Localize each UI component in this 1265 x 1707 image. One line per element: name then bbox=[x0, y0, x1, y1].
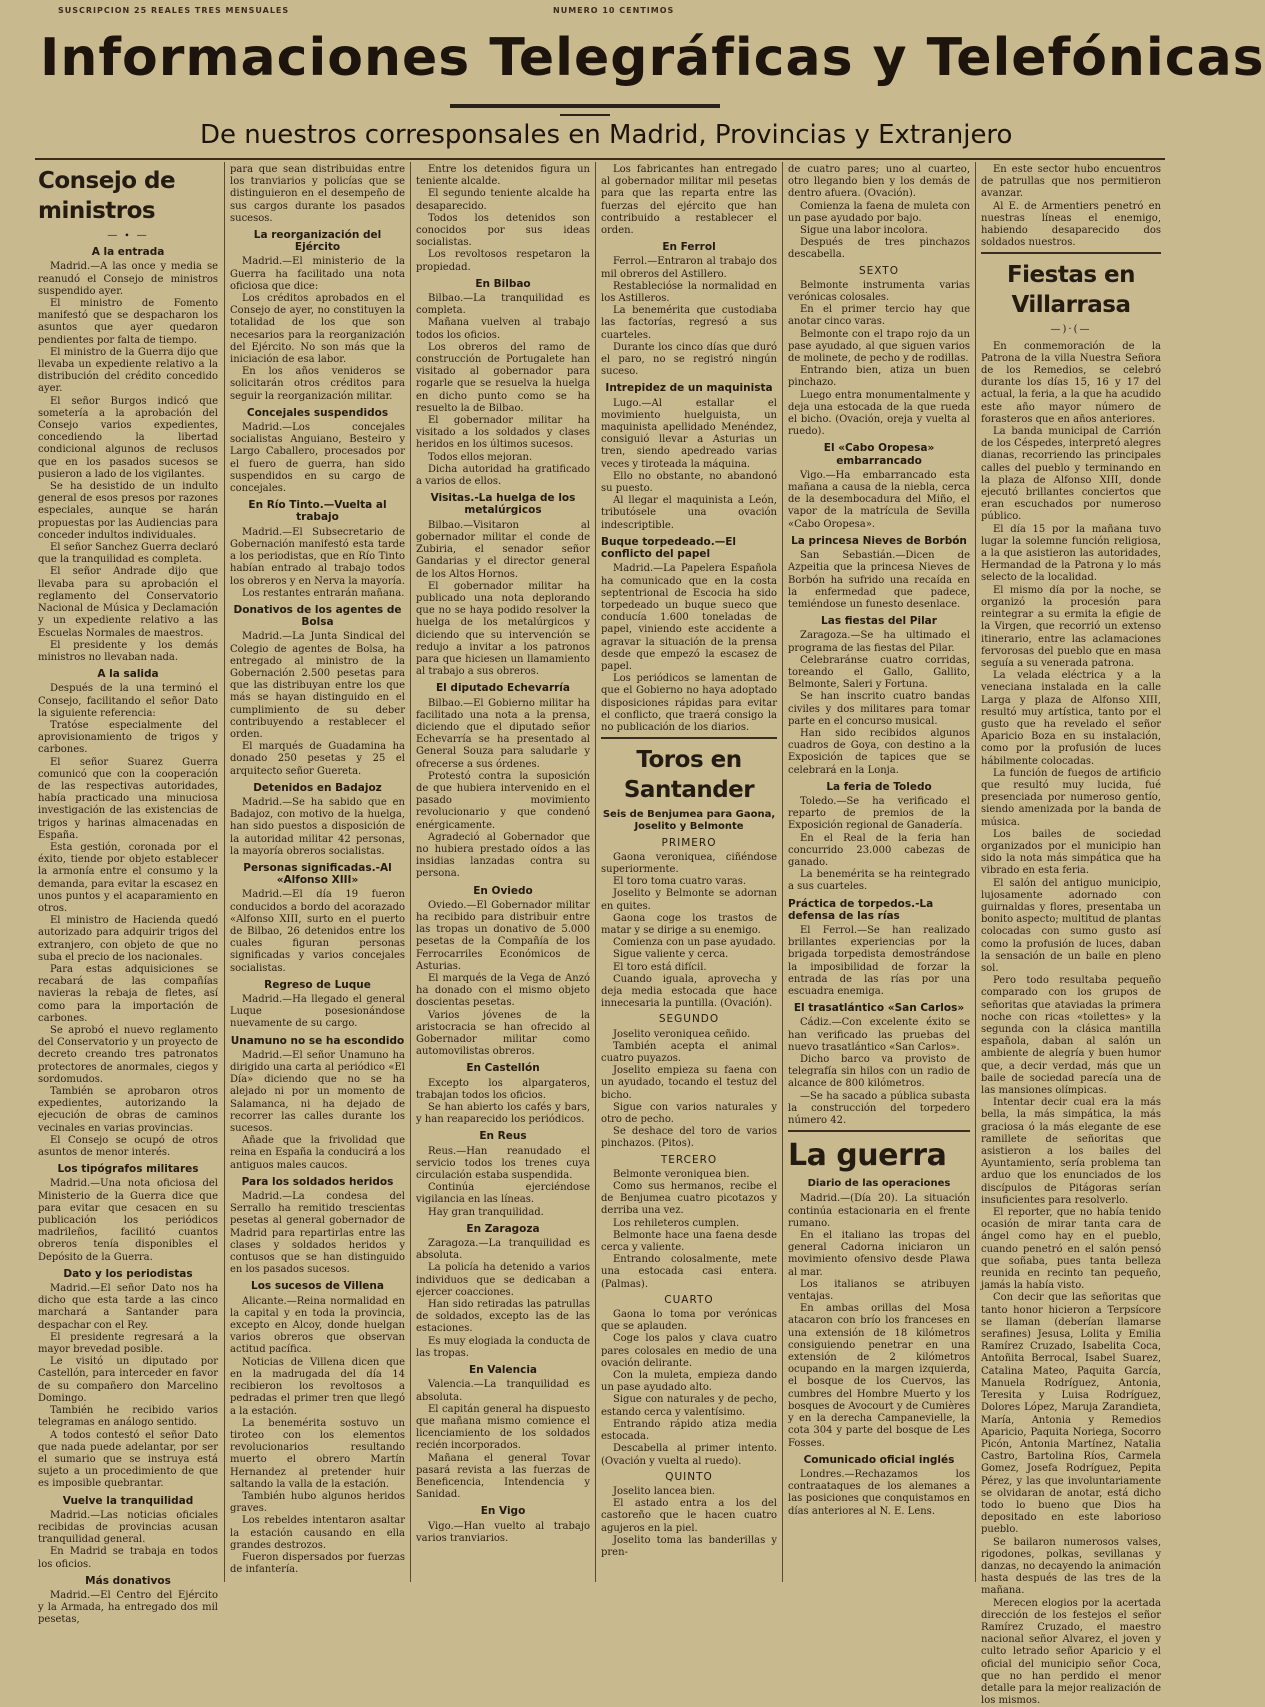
paragraph: Cuando iguala, aprovecha y deja media estocada que hace innecesaria la puntilla. (Ovación). bbox=[601, 973, 777, 1010]
subsection-title: Donativos de los agentes de Bolsa bbox=[233, 603, 402, 629]
paragraph: Vigo.—Ha embarrancado esta mañana a causa de la niebla, cerca de la desembocadura del Miño, el vapor de la matrícula de Sevilla «Cabo Oropesa». bbox=[788, 469, 970, 530]
paragraph: El Consejo se ocupó de otros asuntos de menor interés. bbox=[38, 1134, 218, 1159]
paragraph: El señor Andrade dijo que llevaba para su aprobación el reglamento del Conservatorio Nacional de Música y Declamación y un expediente relativo a las Escuelas Normales de maestros. bbox=[38, 566, 218, 639]
subsection-title: En Ferrol bbox=[662, 241, 716, 254]
paragraph: También acepta el animal cuatro puyazos. bbox=[601, 1040, 777, 1064]
paragraph: Han sido recibidos algunos cuadros de Goya, con destino a la Exposición de tapices que se celebrará en la Lonja. bbox=[788, 727, 970, 776]
subsection-title: Los tipógrafos militares bbox=[57, 1163, 199, 1176]
bull-heading: SEXTO bbox=[859, 264, 899, 277]
subsection-title: Los sucesos de Villena bbox=[251, 1280, 384, 1293]
paragraph: Joselito y Belmonte se adornan en quites. bbox=[601, 888, 777, 912]
paragraph: Para estas adquisiciones se recabará de las compañías navieras la rebaja de fletes, así como para la importación de carbones. bbox=[38, 963, 218, 1024]
paragraph: Restablecióse la normalidad en los Astilleros. bbox=[601, 280, 777, 305]
column-rule bbox=[410, 162, 411, 1582]
paragraph: Los periódicos se lamentan de que el Gobierno no haya adoptado disposiciones rápidas para evitar el conflicto, que traerá consigo la no publicación de los diarios. bbox=[601, 673, 777, 733]
paragraph: La velada eléctrica y a la veneciana instalada en la calle Larga y plaza de Alfonso XIII, resultó muy artística, tanto por el gusto que ha revelado el señor Aparicio Boza en su instalación, como por la profusión de luces hábilmente colocadas. bbox=[981, 670, 1161, 767]
paragraph: Se bailaron numerosos valses, rigodones, polkas, sevillanas y danzas, no decayendo la animación hasta después de las tres de la mañana. bbox=[981, 1536, 1161, 1597]
subsection-title: Intrepidez de un maquinista bbox=[605, 382, 773, 395]
subsection-title: El diputado Echevarría bbox=[436, 682, 570, 695]
paragraph: Madrid.—El señor Unamuno ha dirigido una carta al periódico «El Día» diciendo que no se ha alejado ni por un momento de Salamanca, ni ha dejado de recorrer las calles durante los sucesos. bbox=[230, 1049, 405, 1135]
paragraph: Los créditos aprobados en el Consejo de ayer, no constituyen la totalidad de los que son necesarios para la reorganización del Ejército. No son más que la iniciación de esa labor. bbox=[230, 293, 405, 366]
paragraph: Joselito lancea bien. bbox=[613, 1485, 716, 1497]
paragraph: Todos ellos mejoran. bbox=[428, 451, 533, 463]
paragraph: Agradeció al Gobernador que no hubiera prestado oídos a las insidias lanzadas contra su persona. bbox=[416, 831, 590, 880]
paragraph: En el italiano las tropas del general Cadorna iniciaron un movimiento ofensivo desde Plawa al mar. bbox=[788, 1230, 970, 1278]
paragraph: Joselito veroniquea ceñido. bbox=[613, 1028, 751, 1040]
paragraph: El ministro de Hacienda quedó autorizado para adquirir trigos del extranjero, con objeto de que no suba el precio de los nacionales. bbox=[38, 915, 218, 963]
subsection-title: Personas significadas.-Al «Alfonso XIII» bbox=[243, 861, 392, 887]
paragraph: Madrid.—Ha llegado el general Luque posesionándose nuevamente de su cargo. bbox=[230, 994, 405, 1030]
paragraph: Intentar decir cual era la más bella, la más simpática, la más graciosa ó la más elegante de ese ramillete de señoritas que asistieron a los bailes del Ayuntamiento, sería problema tan arduo que los enunciados de los discípulos de Pitágoras serían insuficientes para resolverlo. bbox=[981, 1097, 1161, 1206]
paragraph: Comienza la faena de muleta con un pase ayudado por bajo. bbox=[788, 200, 970, 224]
paragraph: El ministro de la Guerra dijo que llevaba un expediente relativo a la distribución del crédito concedido ayer. bbox=[38, 346, 218, 395]
bull-heading: PRIMERO bbox=[661, 836, 717, 849]
paragraph: Lugo.—Al estallar el movimiento huelguista, un maquinista apellidado Menéndez, consiguió llevar a Asturias un tren, siendo apedreado varias veces y tiroteada la máquina. bbox=[601, 397, 777, 470]
paragraph: Ello no obstante, no abandonó su puesto. bbox=[601, 470, 777, 495]
paragraph: En ambas orillas del Mosa atacaron con brío los franceses en una extensión de 18 kilómetros consiguiendo penetrar en una extensión de 2 kilómetros ocupando en la margen izquierda, el bosque de los Cuervos, las cumbres del Hombre Muerto y los bosques de Avocourt y de Cumières y en la derecha Campanevielle, la cota 304 y parte del bosque de Les Fosses. bbox=[788, 1303, 970, 1449]
paragraph: El Ferrol.—Se han realizado brillantes experiencias por la brigada torpedista demostrándose la imposibilidad de forzar la entrada de las rías por una escuadra enemiga. bbox=[788, 924, 970, 997]
paragraph: Mañana el general Tovar pasará revista a las fuerzas de Beneficencia, Intendencia y Sanidad. bbox=[416, 1452, 590, 1501]
paragraph: Fueron dispersados por fuerzas de infantería. bbox=[230, 1551, 405, 1576]
subsection-title: Concejales suspendidos bbox=[246, 406, 389, 419]
column-rule bbox=[782, 162, 783, 1582]
paragraph: Londres.—Rechazamos los contraataques de los alemanes a las posiciones que conquistamos en días anteriores al N. E. Lens. bbox=[788, 1468, 970, 1517]
paragraph: Madrid.—Una nota oficiosa del Ministerio de la Guerra dice que para evitar que cesacen en su publicación los periódicos madrileños, facilitó cuantos obreros tenía disponibles el Depósito de la Guerra. bbox=[38, 1178, 218, 1263]
paragraph: Durante los cinco días que duró el paro, no se registró ningún suceso. bbox=[601, 341, 777, 378]
paragraph: Sigue con naturales y de pecho, estando cerca y valentísimo. bbox=[601, 1394, 777, 1418]
paragraph: En los años venideros se solicitarán otros créditos para seguir la reorganización militar. bbox=[230, 366, 405, 402]
paragraph: Gaona coge los trastos de matar y se dirige a su enemigo. bbox=[601, 912, 777, 936]
paragraph: Esta gestión, coronada por el éxito, tiende por objeto establecer la armonía entre el consumo y la demanda, para evitar la escasez en unos puntos y el acaparamiento en otros. bbox=[38, 841, 218, 914]
paragraph: La benemérita se ha reintegrado a sus cuarteles. bbox=[788, 869, 970, 893]
paragraph: Dicha autoridad ha gratificado a varios de ellos. bbox=[416, 463, 590, 488]
column-rule bbox=[975, 162, 976, 1582]
paragraph: Continúa ejerciéndose vigilancia en las líneas. bbox=[416, 1182, 590, 1206]
paragraph: Los italianos se atribuyen ventajas. bbox=[788, 1278, 970, 1303]
subsection-title: Comunicado oficial inglés bbox=[803, 1453, 955, 1466]
paragraph: Zaragoza.—La tranquilidad es absoluta. bbox=[416, 1238, 590, 1262]
subsection-title: La princesa Nieves de Borbón bbox=[791, 534, 967, 547]
paragraph: Vigo.—Han vuelto al trabajo varios tranviarios. bbox=[416, 1520, 590, 1544]
section-subtitle: Diario de las operaciones bbox=[807, 1178, 951, 1190]
subsection-title: Dato y los periodistas bbox=[63, 1267, 193, 1280]
masthead: Informaciones Telegráficas y Telefónicas bbox=[40, 28, 1265, 88]
subsection-title: Visitas.-La huelga de los metalúrgicos bbox=[430, 492, 576, 517]
paragraph: Belmonte instrumenta varias verónicas colosales. bbox=[788, 279, 970, 304]
paragraph: A todos contestó el señor Dato que nada puede adelantar, por ser el sumario que se instruya está sujeto a un procedimiento de que es imposible quebrantar. bbox=[38, 1429, 218, 1490]
section-title: Toros en Santander bbox=[623, 747, 755, 804]
paragraph: El toro está difícil. bbox=[613, 961, 707, 973]
paragraph: El mismo día por la noche, se organizó la procesión para reintegrar a su ermita la efigie de la Virgen, que recorrió un extenso itinerario, entre las aclamaciones fervorosas del pueblo que en masa seguía a su venerada patrona. bbox=[981, 584, 1161, 669]
paragraph: El gobernador militar ha visitado a los soldados y clases heridos en los últimos sucesos. bbox=[416, 415, 590, 451]
paragraph: Se ha desistido de un indulto general de esos presos por razones especiales, aunque se harán propuestas por las Audiencias para conceder indultos individuales. bbox=[38, 481, 218, 541]
paragraph: Oviedo.—El Gobernador militar ha recibido para distribuir entre las tropas un donativo de 5.000 pesetas de la Compañía de los Ferrocarriles Económicos de Asturias. bbox=[416, 899, 590, 972]
paragraph: Con la muleta, empieza dando un pase ayudado alto. bbox=[601, 1370, 777, 1394]
section-title: Fiestas en Villarrasa bbox=[1006, 262, 1136, 319]
paragraph: También se aprobaron otros expedientes, autorizando la ejecución de obras de caminos vecinales en varias provincias. bbox=[38, 1086, 218, 1134]
subsection-title: En Reus bbox=[479, 1130, 527, 1143]
paragraph: En Madrid se trabaja en todos los oficios. bbox=[38, 1546, 218, 1570]
paragraph: Entre los detenidos figura un teniente alcalde. bbox=[416, 164, 590, 188]
subsection-title: Más donativos bbox=[85, 1574, 171, 1587]
subsection-title: A la entrada bbox=[91, 246, 165, 259]
paragraph: Sigue valiente y cerca. bbox=[613, 949, 729, 961]
paragraph: Ferrol.—Entraron al trabajo dos mil obreros del Astillero. bbox=[601, 256, 777, 280]
paragraph: Excepto los alpargateros, trabajan todos los oficios. bbox=[416, 1077, 590, 1101]
paragraph: La función de fuegos de artificio que resultó muy lucida, fué presenciada por numeroso gentío, siendo amenizada por la banda de música. bbox=[981, 767, 1161, 828]
paragraph: Después de la una terminó el Consejo, facilitando el señor Dato la siguiente referencia: bbox=[38, 683, 218, 719]
paragraph: También he recibido varios telegramas en análogo sentido. bbox=[38, 1405, 218, 1429]
paragraph: Entrando colosalmente, mete una estocada casi entera. (Palmas). bbox=[601, 1254, 777, 1290]
paragraph: El reporter, que no había tenido ocasión de mirar tanta cara de ángel como hay en el pueblo, cuando penetró en el salón pensó que soñaba, pues tanta belleza reunida en recinto tan pequeño, jamás la había visto. bbox=[981, 1207, 1161, 1292]
paragraph: El señor Suarez Guerra comunicó que con la cooperación de las respectivas autoridades, había practicado una minuciosa investigación de las existencias de trigos y harinas almacenadas en España. bbox=[38, 756, 218, 841]
paragraph: Celebraránse cuatro corridas, toreando el Gallo, Gallito, Belmonte, Saleri y Fortuna. bbox=[788, 654, 970, 691]
subsection-title: Vuelve la tranquilidad bbox=[62, 1494, 194, 1507]
paragraph: Madrid.—El Subsecretario de Gobernación manifestó esta tarde a los periodistas, que en Río Tinto habían entrado al trabajo todos los obreros y en Nerva la mayoría. bbox=[230, 526, 405, 587]
paragraph: El segundo teniente alcalde ha desaparecido. bbox=[416, 188, 590, 212]
paragraph: Alicante.—Reina normalidad en la capital y en toda la provincia, excepto en Alcoy, donde huelgan varios obreros que observan actitud pacífica. bbox=[230, 1295, 405, 1356]
ornament: — ∙ — bbox=[107, 230, 149, 241]
subsection-title: Buque torpedeado.—El conflicto del papel bbox=[601, 535, 737, 561]
subsection-title: En Bilbao bbox=[475, 277, 531, 290]
paragraph: Al llegar el maquinista a León, tributósele una ovación indescriptible. bbox=[601, 495, 777, 531]
paragraph: Descabella al primer intento. (Ovación y vuelta al ruedo). bbox=[601, 1443, 777, 1467]
section-rule bbox=[788, 1130, 970, 1132]
paragraph: Cádiz.—Con excelente éxito se han verificado las pruebas del nuevo trasatlántico «San Carlos». bbox=[788, 1017, 970, 1053]
paragraph: El marqués de Guadamina ha donado 250 pesetas y 25 el arquitecto señor Guereta. bbox=[230, 741, 405, 777]
paragraph: El señor Burgos indicó que sometería a la aprobación del Consejo varios expedientes, concediendo la libertad condicional algunos de reclusos que en los pasados sucesos se pusieron a lado de los vigilantes. bbox=[38, 395, 218, 480]
header-rule bbox=[35, 158, 1165, 160]
paragraph: Los rebeldes intentaron asaltar la estación causando en ella grandes destrozos. bbox=[230, 1515, 405, 1551]
paragraph: Pero todo resultaba pequeño comparado con los grupos de señoritas que ataviadas la primera noche con ricas «toilettes» y la segunda con la clásica mantilla española, daban al salón un ambiente de alegría y buen humor que, a decir verdad, más que un baile de sociedad parecía una de las mansiones olímpicas. bbox=[981, 975, 1161, 1097]
paragraph: Madrid.—La condesa del Serrallo ha remitido trescientas pesetas al general gobernador de Madrid para repartirlas entre las clases y soldados heridos y contusos que se han distinguido en los pasados sucesos. bbox=[230, 1191, 405, 1276]
paragraph: Madrid.—El Centro del Ejército y la Armada, ha entregado dos mil pesetas, bbox=[38, 1589, 218, 1626]
paragraph: Belmonte veroniquea bien. bbox=[613, 1168, 750, 1180]
paragraph: La policía ha detenido a varios individuos que se dedicaban a ejercer coacciones. bbox=[416, 1262, 590, 1298]
paragraph: Toledo.—Se ha verificado el reparto de premios de la Exposición regional de Ganadería. bbox=[788, 795, 970, 832]
paragraph: La banda municipal de Carrión de los Céspedes, interpretó alegres dianas, recorriendo las principales calles del pueblo y terminando en la plaza de Alfonso XIII, donde ejecutó brillantes conciertos que eran escuchados por numeroso público. bbox=[981, 426, 1161, 523]
paragraph: Bilbao.—El Gobierno militar ha facilitado una nota a la prensa, diciendo que el diputado señor Echevarría se ha presentado al General Souza para saludarle y ofrecerse a sus órdenes. bbox=[416, 697, 590, 770]
paragraph: El astado entra a los del castoreño que le hacen cuatro agujeros en la piel. bbox=[601, 1498, 777, 1534]
paragraph: Con decir que las señoritas que tanto honor hicieron a Terpsícore se llaman (deberían llamarse serafines) Jesusa, Lolita y Emilia Ramírez Cruzado, Isabelita Coca, Antoñita Berrocal, Isabel Suarez, Catalina Mateo, Paquita García, Manuela Rodríguez, Antonia, Teresita y Luisa Rodríguez, Dolores López, Maruja Zarandieta, María, Antonia y Remedios Aparicio, Paquita Noriega, Socorro Picón, Antonia Martínez, Natalia Castro, Bartolina Ríos, Carmela Gomez, Josefa Rodríguez, Pepita Pérez, y las que involuntariamente se olvidaran de anotar, está dicho todo lo bueno que Dios ha depositado en este laborioso pueblo. bbox=[981, 1292, 1161, 1536]
paragraph: Bilbao.—La tranquilidad es completa. bbox=[416, 293, 590, 317]
paragraph: Los revoltosos respetaron la propiedad. bbox=[416, 249, 590, 273]
paragraph: En el Real de la feria han concurrido 23.000 cabezas de ganado. bbox=[788, 832, 970, 868]
paragraph: La benemérita que custodiaba las factorías, regresó a sus cuarteles. bbox=[601, 305, 777, 341]
column-rule bbox=[224, 162, 225, 1582]
bull-heading: SEGUNDO bbox=[658, 1013, 720, 1026]
paragraph: Los fabricantes han entregado al gobernador militar mil pesetas para que las reparta entre las fuerzas del ejército que han contribuido a restablecer el orden. bbox=[601, 164, 777, 237]
paragraph: El presidente y los demás ministros no llevaban nada. bbox=[38, 639, 218, 663]
subsection-title: En Vigo bbox=[480, 1505, 526, 1518]
paragraph: Madrid.—La Junta Sindical del Colegio de agentes de Bolsa, ha entregado al ministro de la Gobernación 2.500 pesetas para que las distribuyan entre los que más se hayan distinguido en el cumplimiento de su deber contribuyendo a restablecer el orden. bbox=[230, 631, 405, 740]
subsection-title: A la salida bbox=[97, 668, 159, 681]
paragraph: También hubo algunos heridos graves. bbox=[230, 1490, 405, 1515]
paragraph: Bilbao.—Visitaron al gobernador militar el conde de Zubiria, el senador señor Gandarias y el director general de los Altos Hornos. bbox=[416, 519, 590, 580]
paragraph: Madrid.—Se ha sabido que en Badajoz, con motivo de la huelga, han sido puestos a disposición de la autoridad militar 42 personas, la mayoría obreros socialistas. bbox=[230, 796, 405, 857]
subsection-title: La feria de Toledo bbox=[826, 780, 932, 793]
paragraph: de cuatro pares; uno al cuarteo, otro llegando bien y los demás de dentro afuera. (Ovación). bbox=[788, 164, 970, 200]
paragraph: El salón del antiguo municipio, lujosamente adornado con guirnaldas y flores, presentaba un bonito aspecto; multitud de plantas colocadas con sumo gusto así como la profusión de luces, daban la sensación de un baile en pleno sol. bbox=[981, 877, 1161, 974]
subsection-title: La reorganización del Ejército bbox=[253, 229, 382, 254]
paragraph: Los rehileteros cumplen. bbox=[613, 1217, 740, 1229]
paragraph: Merecen elogios por la acertada dirección de los festejos el señor Ramírez Cruzado, el maestro nacional señor Alvarez, el joven y culto letrado señor Aparicio y el oficial del municipio señor Coca, que no han perdido el menor detalle para la mejor realización de los mismos. bbox=[981, 1597, 1161, 1707]
column-2 bbox=[230, 164, 405, 1584]
paragraph: Después de tres pinchazos descabella. bbox=[788, 237, 970, 261]
subsection-title: Regreso de Luque bbox=[264, 978, 371, 991]
paragraph: En conmemoración de la Patrona de la villa Nuestra Señora de los Remedios, se celebró durante los días 15, 16 y 17 del actual, la feria, a la que ha acudido este año mayor número de forasteros que en años anteriores. bbox=[981, 340, 1161, 425]
subsection-title: En Valencia bbox=[468, 1364, 538, 1377]
paragraph: Tratóse especialmente del aprovisionamiento de trigos y carbones. bbox=[38, 719, 218, 756]
paragraph: Comienza con un pase ayudado. bbox=[613, 937, 776, 949]
paragraph: Entrando rápido atiza media estocada. bbox=[601, 1418, 777, 1443]
paragraph: Joselito toma las banderillas y pren- bbox=[601, 1534, 777, 1558]
paragraph: El toro toma cuatro varas. bbox=[613, 876, 747, 888]
paragraph: Noticias de Villena dicen que en la madrugada del día 14 recibieron los revoltosos a pedradas el primer tren que llegó a la estación. bbox=[230, 1356, 405, 1417]
paragraph: Mañana vuelven al trabajo todos los oficios. bbox=[416, 317, 590, 341]
paragraph: El capitán general ha dispuesto que mañana mismo comience el licenciamiento de los soldados recién incorporados. bbox=[416, 1403, 590, 1452]
paragraph: Belmonte con el trapo rojo da un pase ayudado, al que siguen varios de molinete, de pecho y de rodillas. bbox=[788, 328, 970, 365]
paragraph: Valencia.—La tranquilidad es absoluta. bbox=[416, 1379, 590, 1403]
paragraph: Gaona veroniquea, ciñéndose superiormente. bbox=[601, 851, 777, 875]
paragraph: Los obreros del ramo de construcción de Portugalete han visitado al gobernador para rogarle que se resuelva la huelga en dicho punto como se ha resuelto la de Bilbao. bbox=[416, 341, 590, 414]
paragraph: Al E. de Armentiers penetró en nuestras líneas el enemigo, habiendo desaparecido dos soldados nuestros. bbox=[981, 200, 1161, 249]
subsection-title: El trasatlántico «San Carlos» bbox=[793, 1002, 965, 1015]
paragraph: El marqués de la Vega de Anzó ha donado con el mismo objeto doscientas pesetas. bbox=[416, 973, 590, 1009]
paragraph: Se han inscrito cuatro bandas civiles y dos militares para tomar parte en el concurso musical. bbox=[788, 691, 970, 727]
paragraph: El presidente regresará a la mayor brevedad posible. bbox=[38, 1331, 218, 1356]
subsection-title: Para los soldados heridos bbox=[241, 1175, 394, 1188]
section-title: Consejo de ministros bbox=[38, 168, 176, 224]
top-strip bbox=[48, 4, 1158, 18]
paragraph: Madrid.—El señor Dato nos ha dicho que esta tarde a las cinco marchará a Santander para despachar con el Rey. bbox=[38, 1283, 218, 1331]
paragraph: Protestó contra la suposición de que hubiera intervenido en el pasado movimiento revolucionario y que condenó enérgicamente. bbox=[416, 770, 590, 831]
paragraph: Madrid.—Las noticias oficiales recibidas de provincias acusan tranquilidad general. bbox=[38, 1509, 218, 1546]
paragraph: El ministro de Fomento manifestó que se despacharon los asuntos que ayer quedaron pendientes por falta de tiempo. bbox=[38, 298, 218, 346]
price-info: NUMERO 10 CENTIMOS bbox=[553, 6, 675, 15]
column-1 bbox=[38, 164, 218, 1626]
paragraph: San Sebastián.—Dicen de Azpeitia que la princesa Nieves de Borbón ha sufrido una recaída en la enfermedad que padece, temiéndose un funesto desenlace. bbox=[788, 550, 970, 610]
paragraph: Sigue con varios naturales y otro de pecho. bbox=[601, 1101, 777, 1126]
subsection-title: En Oviedo bbox=[473, 884, 533, 897]
masthead-ornament bbox=[560, 114, 610, 116]
paragraph: La benemérita sostuvo un tiroteo con los elementos revolucionarios resultando muerto el obrero Martín Hernandez al pretender huir saltando la valla de la estación. bbox=[230, 1417, 405, 1490]
paragraph: Hay gran tranquilidad. bbox=[428, 1206, 544, 1218]
paragraph: Belmonte hace una faena desde cerca y valiente. bbox=[601, 1229, 777, 1254]
paragraph: El gobernador militar ha publicado una nota deplorando que no se haya podido resolver la huelga de los metalúrgicos y diciendo que su intervención se redujo a invitar a los patronos para que hiciesen un llamamiento al trabajo a sus obreros. bbox=[416, 580, 590, 678]
paragraph: Madrid.—La Papelera Española ha comunicado que en la costa septentrional de Escocia ha sido torpedeado un buque sueco que conducía 1.600 toneladas de papel, viniendo este accidente a agravar la situación de la prensa desde que empezó la escasez de papel. bbox=[601, 563, 777, 672]
subsection-title: Las fiestas del Pilar bbox=[821, 615, 937, 628]
paragraph: Madrid.—Los concejales socialistas Anguiano, Besteiro y Largo Caballero, procesados por el fuero de guerra, han sido suspendidos en su cargo de concejales. bbox=[230, 422, 405, 495]
paragraph: Los bailes de sociedad organizados por el municipio han sido la nota más simpática que ha vibrado en esta feria. bbox=[981, 828, 1161, 877]
paragraph: El día 15 por la mañana tuvo lugar la solemne función religiosa, a la que asistieron las autoridades, Hermandad de la Patrona y lo más selecto de la localidad. bbox=[981, 523, 1161, 584]
paragraph: En el primer tercio hay que anotar cinco varas. bbox=[788, 304, 970, 328]
section-title: La guerra bbox=[788, 1138, 947, 1174]
paragraph: Se deshace del toro de varios pinchazos. (Pitos). bbox=[601, 1126, 777, 1150]
paragraph: Reus.—Han reanudado el servicio todos los trenes cuya circulación estaba suspendida. bbox=[416, 1145, 590, 1182]
column-6 bbox=[981, 164, 1161, 1707]
paragraph: Gaona lo toma por verónicas que se aplauden. bbox=[601, 1309, 777, 1333]
paragraph: Varios jóvenes de la aristocracia se han ofrecido al Gobernador militar como automovilistas obreros. bbox=[416, 1009, 590, 1058]
paragraph: Se aprobó el nuevo reglamento del Conservatorio y un proyecto de decreto creando tres patronatos protectores de anormales, ciegos y sordomudos. bbox=[38, 1025, 218, 1085]
paragraph: Madrid.—El día 19 fueron conducidos a bordo del acorazado «Alfonso XIII, surto en el puerto de Bilbao, 26 detenidos entre los cuales figuran personas significadas y varios concejales socialistas. bbox=[230, 889, 405, 974]
masthead-rule bbox=[450, 104, 720, 108]
paragraph: —Se ha sacado a pública subasta la construcción del torpedero número 42. bbox=[788, 1090, 970, 1127]
paragraph: Los restantes entrarán mañana. bbox=[242, 587, 405, 599]
column-3 bbox=[416, 164, 590, 1584]
paragraph: Añade que la frivolidad que reina en España la conducirá a los antiguos males caucos. bbox=[230, 1135, 405, 1171]
paragraph: Como sus hermanos, recibe el de Benjumea cuatro picotazos y derriba una vez. bbox=[601, 1181, 777, 1217]
paragraph: Joselito empieza su faena con un ayudado, tocando el testuz del bicho. bbox=[601, 1065, 777, 1101]
section-rule bbox=[981, 252, 1161, 254]
bull-heading: QUINTO bbox=[665, 1470, 713, 1483]
subsection-title: Unamuno no se ha escondido bbox=[230, 1034, 405, 1047]
ornament: —)·(— bbox=[1050, 324, 1092, 336]
section-rule bbox=[601, 737, 777, 739]
paragraph: Todos los detenidos son conocidos por sus ideas socialistas. bbox=[416, 212, 590, 249]
paragraph: para que sean distribuidas entre los tranviarios y policías que se distinguieron en el desempeño de sus cargos durante los pasados sucesos. bbox=[230, 164, 405, 224]
paragraph: Madrid.—A las once y media se reanudó el Consejo de ministros suspendido ayer. bbox=[38, 261, 218, 297]
paragraph: Entrando bien, atiza un buen pinchazo. bbox=[788, 365, 970, 389]
paragraph: Han sido retiradas las patrullas de soldados, excepto las de las estaciones. bbox=[416, 1299, 590, 1335]
paragraph: Dicho barco va provisto de telegrafía sin hilos con un radio de alcance de 800 kilómetros. bbox=[788, 1054, 970, 1090]
column-4 bbox=[601, 164, 777, 1584]
subsection-title: En Zaragoza bbox=[466, 1222, 540, 1235]
paragraph: Madrid.—(Día 20). La situación continúa estacionaria en el frente rumano. bbox=[788, 1193, 970, 1229]
paragraph: Zaragoza.—Se ha ultimado el programa de las fiestas del Pilar. bbox=[788, 630, 970, 654]
paragraph: Es muy elogiada la conducta de las tropas. bbox=[416, 1335, 590, 1359]
paragraph: En este sector hubo encuentros de patrullas que nos permitieron avanzar. bbox=[981, 164, 1161, 200]
column-rule bbox=[595, 162, 596, 1582]
subsection-title: Práctica de torpedos.-La defensa de las rías bbox=[788, 897, 934, 922]
column-5 bbox=[788, 164, 970, 1584]
subsection-title: En Castellón bbox=[466, 1062, 540, 1075]
paragraph: Se han abierto los cafés y bars, y han reaparecido los periódicos. bbox=[416, 1102, 590, 1126]
subscription-info: SUSCRIPCION 25 REALES TRES MENSUALES bbox=[58, 6, 290, 15]
bull-heading: TERCERO bbox=[660, 1153, 718, 1166]
subsection-title: El «Cabo Oropesa» embarrancado bbox=[823, 442, 935, 467]
paragraph: El señor Sanchez Guerra declaró que la tranquilidad es completa. bbox=[38, 542, 218, 566]
subsection-title: En Río Tinto.—Vuelta al trabajo bbox=[248, 499, 387, 524]
paragraph: Sigue una labor incolora. bbox=[800, 225, 928, 237]
subsection-title: Detenidos en Badajoz bbox=[253, 781, 382, 794]
paragraph: Luego entra monumentalmente y deja una estocada de la que rueda el bicho. (Ovación, oreja y vuelta al ruedo). bbox=[788, 389, 970, 438]
paragraph: Coge los palos y clava cuatro pares colosales en medio de una ovación delirante. bbox=[601, 1333, 777, 1369]
section-subtitle: Seis de Benjumea para Gaona, Joselito y Belmonte bbox=[602, 809, 776, 833]
paragraph: Madrid.—El ministerio de la Guerra ha facilitado una nota oficiosa que dice: bbox=[230, 256, 405, 292]
paragraph: Le visitó un diputado por Castellón, para interceder en favor de su compañero don Marcelino Domingo. bbox=[38, 1356, 218, 1404]
bull-heading: CUARTO bbox=[664, 1293, 714, 1306]
subheading: De nuestros corresponsales en Madrid, Provincias y Extranjero bbox=[200, 120, 1013, 150]
